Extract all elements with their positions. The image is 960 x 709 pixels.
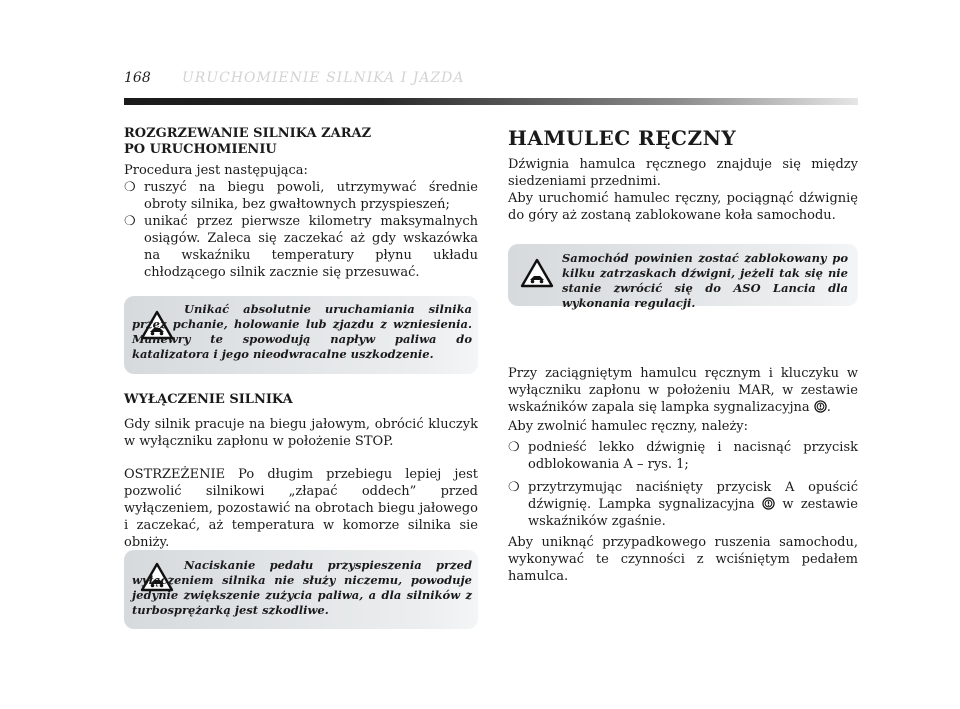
bullet-icon: ❍	[508, 440, 520, 455]
warmup-section	[124, 126, 478, 281]
warmup-heading-line2: PO URUCHOMIENIU	[124, 142, 277, 157]
bullet-icon: ❍	[124, 180, 136, 195]
warmup-bullet-2: unikać przez pierwsze kilometry maksymalnych osiągów. Zaleca się zaczekać aż gdy wskazówka na wskaźniku temperatury płynu układu chłodzącego silnik zacznie się przesuwać.	[144, 214, 478, 280]
warmup-heading-line1: ROZGRZEWANIE SILNIKA ZARAZ	[124, 126, 372, 141]
release-bullet-2: przytrzymując naciśnięty przycisk A opuścić dźwignię. Lampka sygnalizacyjna	[528, 480, 858, 512]
list-item	[124, 179, 478, 213]
list-item	[508, 439, 858, 473]
warning-text-handbrake: Samochód powinien zostać zablokowany po kilku zatrzaskach dźwigni, jeżeli tak się nie stanie zwrócić się do ASO Lancia dla wykonania regulacji.	[562, 251, 848, 310]
page-number: 168	[124, 70, 151, 86]
bullet-icon: ❍	[124, 214, 136, 229]
shutdown-section	[124, 392, 478, 551]
handbrake-intro-2: Aby uruchomić hamulec ręczny, pociągnąć dźwignię do góry aż zostaną zablokowane koła samochodu.	[508, 191, 858, 223]
handbrake-heading: HAMULEC RĘCZNY	[508, 126, 737, 150]
handbrake-intro-1: Dźwignia hamulca ręcznego znajduje się między siedzeniami przednimi.	[508, 157, 858, 189]
handbrake-warning-light-icon	[814, 400, 827, 413]
warning-triangle-icon	[520, 258, 554, 288]
lamp-para-end: .	[826, 400, 831, 415]
lamp-para-text: Przy zaciągniętym hamulcu ręcznym i kluczyku w wyłączniku zapłonu w położeniu MAR, w zestawie wskaźników zapala się lampka sygnalizacyjna	[508, 366, 858, 415]
warmup-intro: Procedura jest następująca:	[124, 163, 308, 178]
shutdown-para-1: Gdy silnik pracuje na biegu jałowym, obrócić kluczyk w wyłączniku zapłonu w położenie STOP.	[124, 417, 478, 449]
shutdown-para-2: OSTRZEŻENIE Po długim przebiegu lepiej jest pozwolić silnikowi „złapać oddech” przed wyłączeniem, pozostawić na obrotach biegu jałowego i zaczekać, aż temperatura w komorze silnika sie obniży.	[124, 467, 478, 550]
list-item	[508, 479, 858, 530]
bullet-icon: ❍	[508, 480, 520, 495]
warmup-bullet-1: ruszyć na biegu powoli, utrzymywać średnie obroty silnika, bez gwałtownych przyspieszeń;	[144, 180, 478, 212]
warning-box-handbrake	[508, 244, 858, 310]
warning-text-accelerator: Naciskanie pedału przyspieszenia przed wyłączeniem silnika nie służy niczemu, powoduje jedynie zwiększenie zużycia paliwa, a dla silników z turbosprężarką jest szkodliwe.	[132, 558, 472, 617]
list-item	[124, 213, 478, 281]
handbrake-lamp-para	[508, 365, 858, 416]
handbrake-section	[508, 126, 858, 224]
warning-box-accelerator	[124, 550, 478, 629]
header-rule	[124, 98, 858, 105]
shutdown-heading: WYŁĄCZENIE SILNIKA	[124, 392, 293, 407]
warning-text-push-start: Unikać absolutnie uruchamiania silnika przez pchanie, holowanie lub zjazdu z wzniesienia. Manewry te spowodują napływ paliwa do katalizatora i jego nieodwracalne uszkodzenie.	[132, 302, 472, 361]
release-bullet-1: podnieść lekko dźwignię i nacisnąć przycisk odblokowania A – rys. 1;	[528, 440, 858, 472]
release-intro: Aby zwolnić hamulec ręczny, należy:	[508, 419, 749, 434]
warning-box-push-start	[124, 296, 478, 374]
chapter-title: URUCHOMIENIE SILNIKA I JAZDA	[182, 70, 465, 86]
handbrake-details	[508, 365, 858, 585]
handbrake-final-para: Aby uniknąć przypadkowego ruszenia samochodu, wykonywać te czynności z wciśniętym pedałem hamulca.	[508, 535, 858, 584]
handbrake-warning-light-icon	[762, 497, 775, 510]
release-bullet-2-end: w zestawie wskaźników zgaśnie.	[528, 497, 858, 529]
